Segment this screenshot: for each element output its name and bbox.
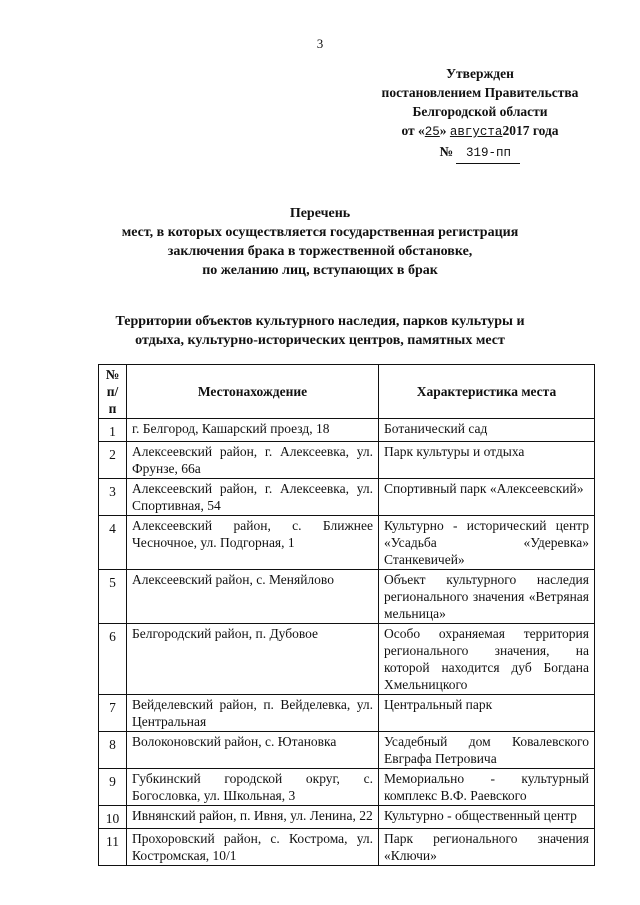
header-description: Характеристика места [379,365,595,419]
table-row [99,695,595,732]
row-num: 2 [99,442,127,479]
date-day: 25 [424,125,440,139]
row-location: Вейделевский район, п. Вейделевка, ул. Центральная [127,695,379,732]
approval-number [360,142,600,164]
document-title [60,204,580,280]
row-location: Волоконовский район, с. Ютановка [127,732,379,769]
row-description: Объект культурного наследия регионального значения «Ветряная мельница» [379,570,595,624]
header-location: Местонахождение [127,365,379,419]
row-location: Белгородский район, п. Дубовое [127,624,379,695]
table-row [99,806,595,829]
row-location: Губкинский городской округ, с. Богословка, ул. Школьная, 3 [127,769,379,806]
row-num: 3 [99,479,127,516]
row-num: 5 [99,570,127,624]
approval-line-resolution: постановлением Правительства [381,85,579,100]
row-description: Особо охраняемая территория регионального значения, на которой находится дуб Богдана Хмельницкого [379,624,595,695]
table-row [99,442,595,479]
number-prefix: № [439,144,457,159]
row-description: Парк культуры и отдыха [379,442,595,479]
row-location: Алексеевский район, с. Ближнее Чесночное, ул. Подгорная, 1 [127,516,379,570]
table-header-row [99,365,595,419]
section-title [60,312,580,350]
date-mid: » [439,123,450,138]
section-line-2: отдыха, культурно-исторических центров, памятных мест [135,333,505,348]
row-num: 6 [99,624,127,695]
table-row [99,769,595,806]
table-row [99,624,595,695]
row-description: Мемориально - культурный комплекс В.Ф. Раевского [379,769,595,806]
date-month: августа [449,125,503,139]
row-description: Парк регионального значения «Ключи» [379,829,595,866]
approval-block [360,64,600,164]
title-line-3: заключения брака в торжественной обстановке, [167,244,473,259]
approval-line-region: Белгородской области [412,104,548,119]
row-location: Алексеевский район, г. Алексеевка, ул. Спортивная, 54 [127,479,379,516]
row-description: Центральный парк [379,695,595,732]
title-line-4: по желанию лиц, вступающих в брак [202,263,438,278]
section-line-1: Территории объектов культурного наследия, парков культуры и [115,314,525,329]
row-num: 8 [99,732,127,769]
row-description: Спортивный парк «Алексеевский» [379,479,595,516]
row-location: Алексеевский район, г. Алексеевка, ул. Фрунзе, 66а [127,442,379,479]
row-description: Культурно - исторический центр «Усадьба «Удеревка» Станкевичей» [379,516,595,570]
row-num: 1 [99,419,127,442]
header-num: № п/п [99,365,127,419]
date-year: 2017 года [502,123,559,138]
row-location: г. Белгород, Кашарский проезд, 18 [127,419,379,442]
row-num: 11 [99,829,127,866]
row-num: 7 [99,695,127,732]
title-line-1: Перечень [289,206,351,221]
date-prefix: от « [401,123,425,138]
table-row [99,419,595,442]
table-row [99,479,595,516]
row-num: 9 [99,769,127,806]
row-num: 10 [99,806,127,829]
table-row [99,516,595,570]
row-location: Ивнянский район, п. Ивня, ул. Ленина, 22 [127,806,379,829]
approval-date [360,121,600,142]
number-value: 319-пп [456,144,520,164]
places-table [98,364,595,866]
row-location: Алексеевский район, с. Меняйлово [127,570,379,624]
approval-line-approved: Утвержден [446,66,514,81]
row-num: 4 [99,516,127,570]
table-row [99,732,595,769]
row-description: Ботанический сад [379,419,595,442]
row-description: Усадебный дом Ковалевского Евграфа Петровича [379,732,595,769]
table-row [99,570,595,624]
page-number: 3 [316,36,324,51]
row-description: Культурно - общественный центр [379,806,595,829]
table-row [99,829,595,866]
title-line-2: мест, в которых осуществляется государственная регистрация [121,225,519,240]
row-location: Прохоровский район, с. Кострома, ул. Костромская, 10/1 [127,829,379,866]
